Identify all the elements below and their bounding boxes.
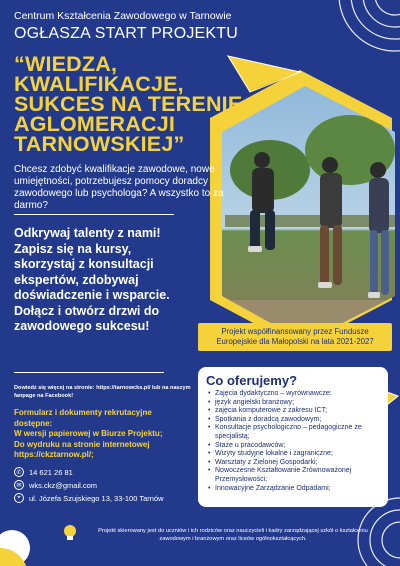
offer-item: • Warsztaty z Zielonej Gospodarki;	[215, 459, 380, 468]
offer-heading: Co oferujemy?	[206, 373, 298, 388]
divider	[14, 214, 174, 215]
project-title-line: KWALIFIKACJE,	[14, 72, 184, 96]
offer-item: • Wizyty studyjne lokalne i zagraniczne;	[215, 450, 380, 459]
offer-item: • Nowoczesne Kształtowanie Zrównoważonej Przemysłowości;	[215, 467, 380, 484]
location-pin-icon: ⌖	[14, 493, 24, 503]
forms-line: Formularz i dokumenty rekrutacyjne	[14, 408, 152, 417]
contact-address	[14, 493, 164, 503]
project-title-line: AGLOMERACJI	[14, 112, 176, 136]
project-title-line: “WIEDZA,	[14, 52, 118, 76]
offer-item: • Konsultacje psychologiczno – pedagogiczne ze specjalistą;	[215, 424, 380, 441]
offer-item: • język angielski branżowy;	[215, 399, 380, 408]
offer-item: • Innowacyjne Zarządzanie Odpadami;	[215, 485, 380, 494]
offer-item: • Staże u pracodawców;	[215, 442, 380, 451]
lightbulb-icon	[62, 524, 78, 542]
postal-address: ul. Józefa Szujskiego 13, 33-100 Tarnów	[29, 493, 164, 503]
forms-line: dostępne:	[14, 418, 53, 428]
forms-line: Do wydruku na stronie internetowej	[14, 439, 150, 449]
email-address[interactable]: wks.ckz@gmail.com	[29, 480, 98, 490]
offer-item: • zajęcia komputerowe z zakresu ICT;	[215, 407, 380, 416]
project-title	[14, 54, 244, 154]
cofinancing-banner: Projekt współfinansowany przez Fundusze Europejskie dla Małopolski na lata 2021-2027	[198, 323, 392, 351]
phone-icon: ✆	[14, 467, 24, 477]
email-icon: ✉	[14, 480, 24, 490]
offer-item: • Zajęcia dydaktyczno – wyrównawcze:	[215, 390, 380, 399]
organization-name: Centrum Kształcenia Zawodowego w Tarnowie	[14, 10, 232, 22]
forms-link[interactable]: https://ckztarnow.pl/;	[14, 450, 94, 459]
call-to-action: Odkrywaj talenty z nami! Zapisz się na kursy, skorzystaj z konsultacji ekspertów, zdobywaj doświadczenie i wsparcie. Dołącz i otwórz drzwi do zawodowego sukcesu!	[14, 226, 170, 333]
project-title-line: SUKCES NA TERENIE	[14, 92, 243, 116]
announcement-heading: OGŁASZA START PROJEKTU	[14, 25, 239, 42]
concentric-rings-top-right	[339, 0, 400, 51]
offer-item: • Spotkania z doradcą zawodowym;	[215, 416, 380, 425]
lead-paragraph: Chcesz zdobyć kwalifikacje zawodowe, nowe umiejętności, potrzebujesz pomocy doradcy zawodowego lub psychologa? A wszystko to za darmo?	[14, 164, 224, 211]
divider	[14, 372, 164, 373]
offer-list	[206, 390, 380, 493]
contact-email	[14, 480, 97, 490]
phone-number[interactable]: 14 621 26 81	[29, 467, 73, 477]
forms-line: W wersji papierowej w Biurze Projektu;	[14, 429, 163, 438]
contact-phone	[14, 467, 73, 477]
footer-note: Projekt skierowany jest do uczniów i ich rodziców oraz nauczycieli i kadry zarządzającej szkół o kształceniu zawodowym i branżowym oraz liceów ogólnokształcących.	[98, 528, 368, 542]
fanpage-note: Dowiedz się więcej na stronie: https://tarnowcks.pl/ lub na naszym fanpage na Facebook!	[14, 385, 191, 399]
project-title-line: TARNOWSKIEJ”	[14, 132, 185, 156]
offer-card	[198, 367, 388, 507]
recruitment-forms-info	[14, 408, 194, 461]
